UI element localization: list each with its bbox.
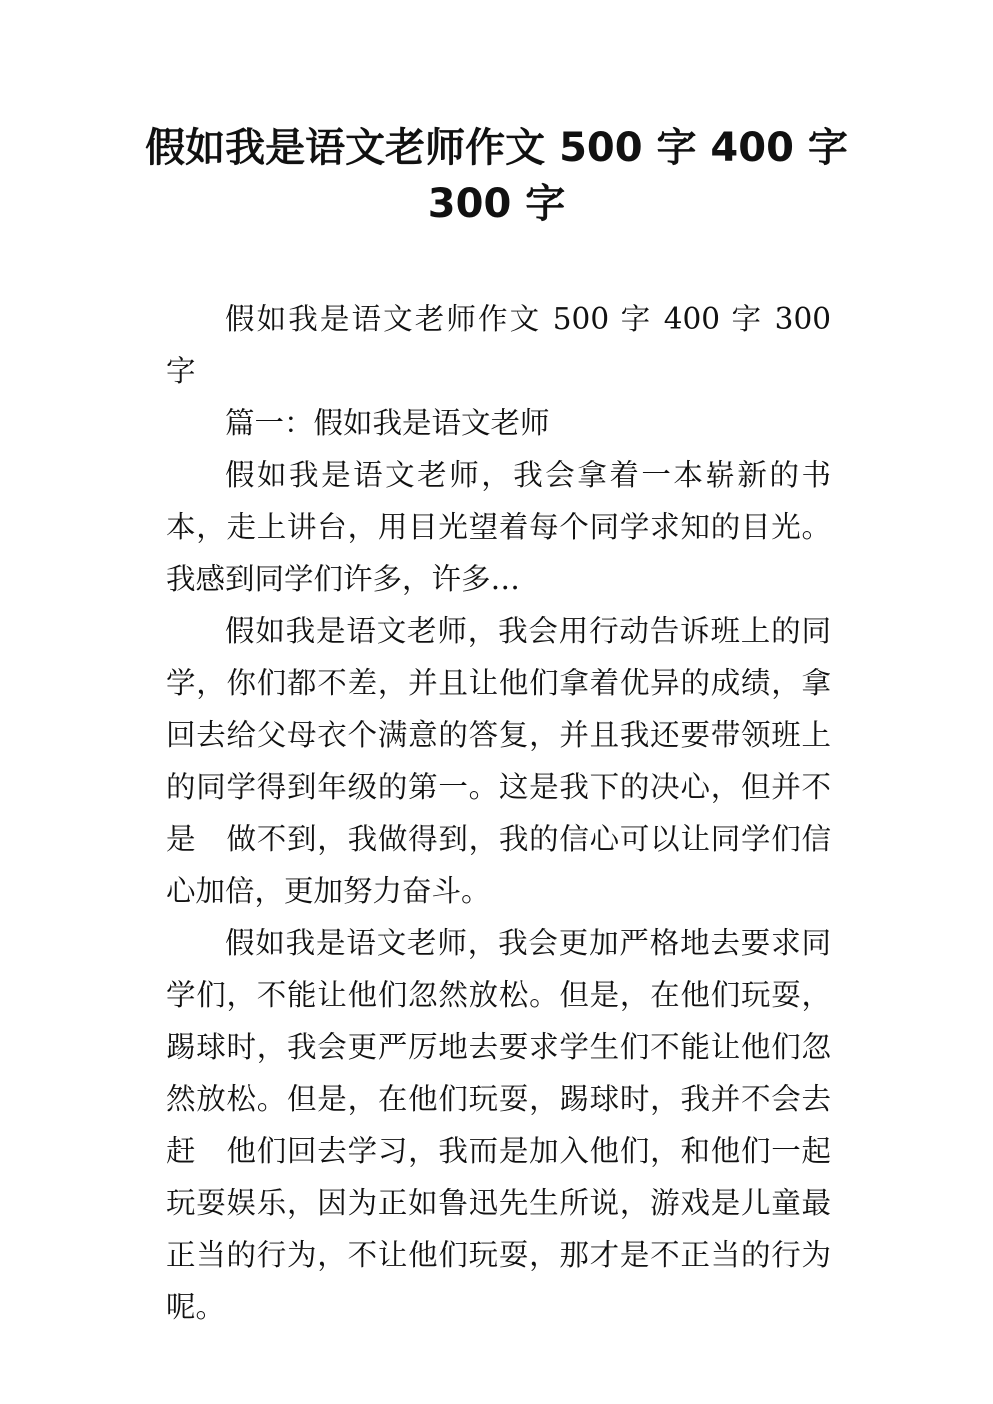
paragraph: 假如我是语文老师，我会更加严格地去要求同学们，不能让他们忽然放松。但是，在他们玩耍，踢球时，我会更严厉地去要求学生们不能让他们忽然放松。但是，在他们玩耍，踢球时，我并不会去赶 他们回去学习，我而是加入他们，和他们一起玩耍娱乐，因为正如鲁迅先生所说，游戏是儿童最正当的行为，不让他们玩耍，那才是不正当的行为呢。 xyxy=(166,926,831,1324)
paragraph: 假如我是语文老师，我会拿着一本崭新的书本，走上讲台，用目光望着每个同学求知的目光。我感到同学们许多，许多… xyxy=(166,458,831,596)
paragraph: 假如我是语文老师，我会用行动告诉班上的同学，你们都不差，并且让他们拿着优异的成绩，拿回去给父母衣个满意的答复，并且我还要带领班上的同学得到年级的第一。这是我下的决心，但并不是 做不到，我做得到，我的信心可以让同学们信心加倍，更加努力奋斗。 xyxy=(166,614,831,908)
paragraph-section-heading: 篇一：假如我是语文老师 xyxy=(225,406,550,440)
document-body xyxy=(166,293,831,1333)
document-title: 假如我是语文老师作文 500 字 400 字 300 字 xyxy=(145,125,848,227)
paragraph-subtitle: 假如我是语文老师作文 500 字 400 字 300 字 xyxy=(166,302,831,388)
